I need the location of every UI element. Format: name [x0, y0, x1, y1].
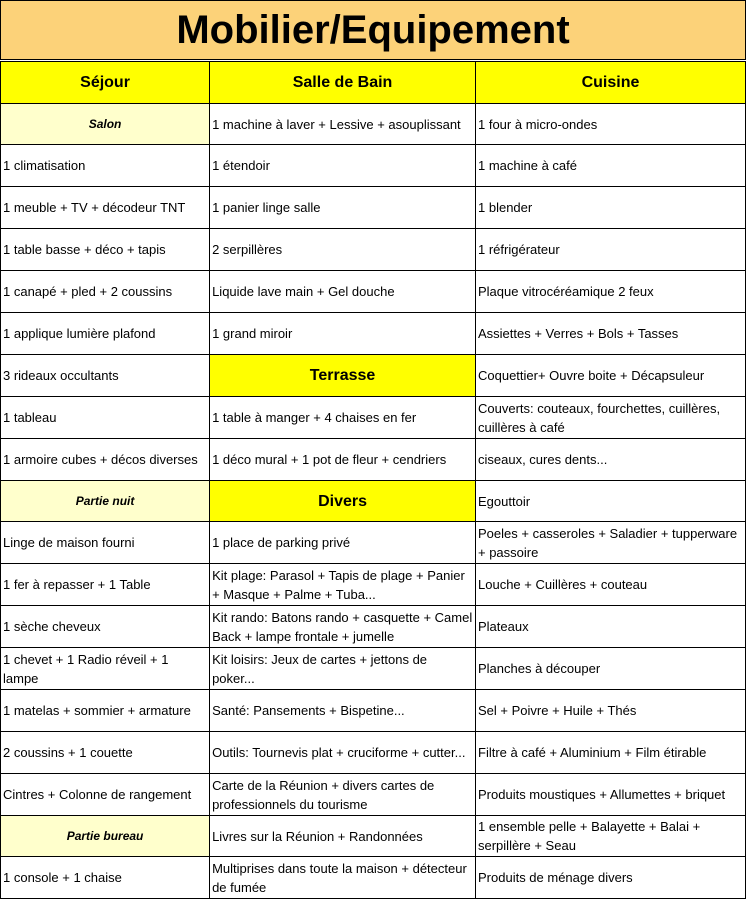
table-cell: Sel + Poivre + Huile + Thés: [476, 690, 746, 732]
table-row: [1, 564, 746, 606]
table-cell: 3 rideaux occultants: [1, 355, 210, 397]
header-row: [1, 62, 746, 104]
table-cell: Kit loisirs: Jeux de cartes + jettons de poker...: [210, 648, 476, 690]
table-row: [1, 857, 746, 899]
table-row: [1, 271, 746, 313]
table-cell: 1 climatisation: [1, 145, 210, 187]
table-cell: 1 meuble + TV + décodeur TNT: [1, 187, 210, 229]
table-cell: Outils: Tournevis plat + cruciforme + cutter...: [210, 732, 476, 774]
section-subheader: Salon: [1, 104, 210, 145]
table-cell: 1 machine à laver + Lessive + asouplissant: [210, 104, 476, 145]
table-cell: Louche + Cuillères + couteau: [476, 564, 746, 606]
table-cell: 1 console + 1 chaise: [1, 857, 210, 899]
table-cell: 1 place de parking privé: [210, 522, 476, 564]
table-cell: 1 table à manger + 4 chaises en fer: [210, 397, 476, 439]
table-row: [1, 104, 746, 145]
table-cell: Egouttoir: [476, 481, 746, 522]
column-header-sejour: Séjour: [1, 62, 210, 104]
table-row: [1, 690, 746, 732]
table-cell: Cintres + Colonne de rangement: [1, 774, 210, 816]
table-cell: Coquettier+ Ouvre boite + Décapsuleur: [476, 355, 746, 397]
table-cell: 2 serpillères: [210, 229, 476, 271]
table-cell: Carte de la Réunion + divers cartes de professionnels du tourisme: [210, 774, 476, 816]
table-cell: Plateaux: [476, 606, 746, 648]
table-body: [1, 104, 746, 899]
table-row: [1, 522, 746, 564]
table-cell: Produits de ménage divers: [476, 857, 746, 899]
table-cell: 1 sèche cheveux: [1, 606, 210, 648]
table-row: [1, 439, 746, 481]
table-cell: 1 fer à repasser + 1 Table: [1, 564, 210, 606]
table-cell: Kit rando: Batons rando + casquette + Camel Back + lampe frontale + jumelle: [210, 606, 476, 648]
table-cell: 1 table basse + déco + tapis: [1, 229, 210, 271]
table-cell: 1 machine à café: [476, 145, 746, 187]
column-header-cuisine: Cuisine: [476, 62, 746, 104]
table-cell: Poeles + casseroles + Saladier + tupperware + passoire: [476, 522, 746, 564]
table-cell: 1 étendoir: [210, 145, 476, 187]
section-header: Divers: [210, 481, 476, 522]
table-row: [1, 606, 746, 648]
table-cell: 1 applique lumière plafond: [1, 313, 210, 355]
table-row: [1, 187, 746, 229]
table-cell: 1 chevet + 1 Radio réveil + 1 lampe: [1, 648, 210, 690]
table-cell: Planches à découper: [476, 648, 746, 690]
table-cell: Assiettes + Verres + Bols + Tasses: [476, 313, 746, 355]
table-cell: 1 canapé + pled + 2 coussins: [1, 271, 210, 313]
table-cell: 1 tableau: [1, 397, 210, 439]
table-cell: 1 déco mural + 1 pot de fleur + cendriers: [210, 439, 476, 481]
table-row: [1, 397, 746, 439]
section-header: Terrasse: [210, 355, 476, 397]
table-cell: 1 réfrigérateur: [476, 229, 746, 271]
table-cell: Livres sur la Réunion + Randonnées: [210, 816, 476, 857]
table-cell: ciseaux, cures dents...: [476, 439, 746, 481]
table-row: [1, 145, 746, 187]
section-subheader: Partie bureau: [1, 816, 210, 857]
table-row: [1, 816, 746, 857]
page-title: Mobilier/Equipement: [0, 0, 746, 60]
column-header-salle-de-bain: Salle de Bain: [210, 62, 476, 104]
table-cell: Plaque vitrocéréamique 2 feux: [476, 271, 746, 313]
table-cell: Produits moustiques + Allumettes + briquet: [476, 774, 746, 816]
table-cell: 1 armoire cubes + décos diverses: [1, 439, 210, 481]
table-cell: 1 matelas + sommier + armature: [1, 690, 210, 732]
table-cell: 1 panier linge salle: [210, 187, 476, 229]
table-cell: Couverts: couteaux, fourchettes, cuillères, cuillères à café: [476, 397, 746, 439]
table-cell: Kit plage: Parasol + Tapis de plage + Panier + Masque + Palme + Tuba...: [210, 564, 476, 606]
table-cell: 1 blender: [476, 187, 746, 229]
table-row: [1, 732, 746, 774]
table-row: [1, 313, 746, 355]
section-subheader: Partie nuit: [1, 481, 210, 522]
equipment-table: [0, 61, 746, 899]
table-cell: Linge de maison fourni: [1, 522, 210, 564]
table-cell: 2 coussins + 1 couette: [1, 732, 210, 774]
table-cell: Multiprises dans toute la maison + détecteur de fumée: [210, 857, 476, 899]
table-cell: Santé: Pansements + Bispetine...: [210, 690, 476, 732]
table-row: [1, 648, 746, 690]
table-cell: 1 four à micro-ondes: [476, 104, 746, 145]
table-row: [1, 481, 746, 522]
table-cell: Liquide lave main + Gel douche: [210, 271, 476, 313]
table-cell: 1 ensemble pelle + Balayette + Balai + serpillère + Seau: [476, 816, 746, 857]
table-cell: Filtre à café + Aluminium + Film étirable: [476, 732, 746, 774]
table-row: [1, 229, 746, 271]
table-row: [1, 774, 746, 816]
table-cell: 1 grand miroir: [210, 313, 476, 355]
table-row: [1, 355, 746, 397]
